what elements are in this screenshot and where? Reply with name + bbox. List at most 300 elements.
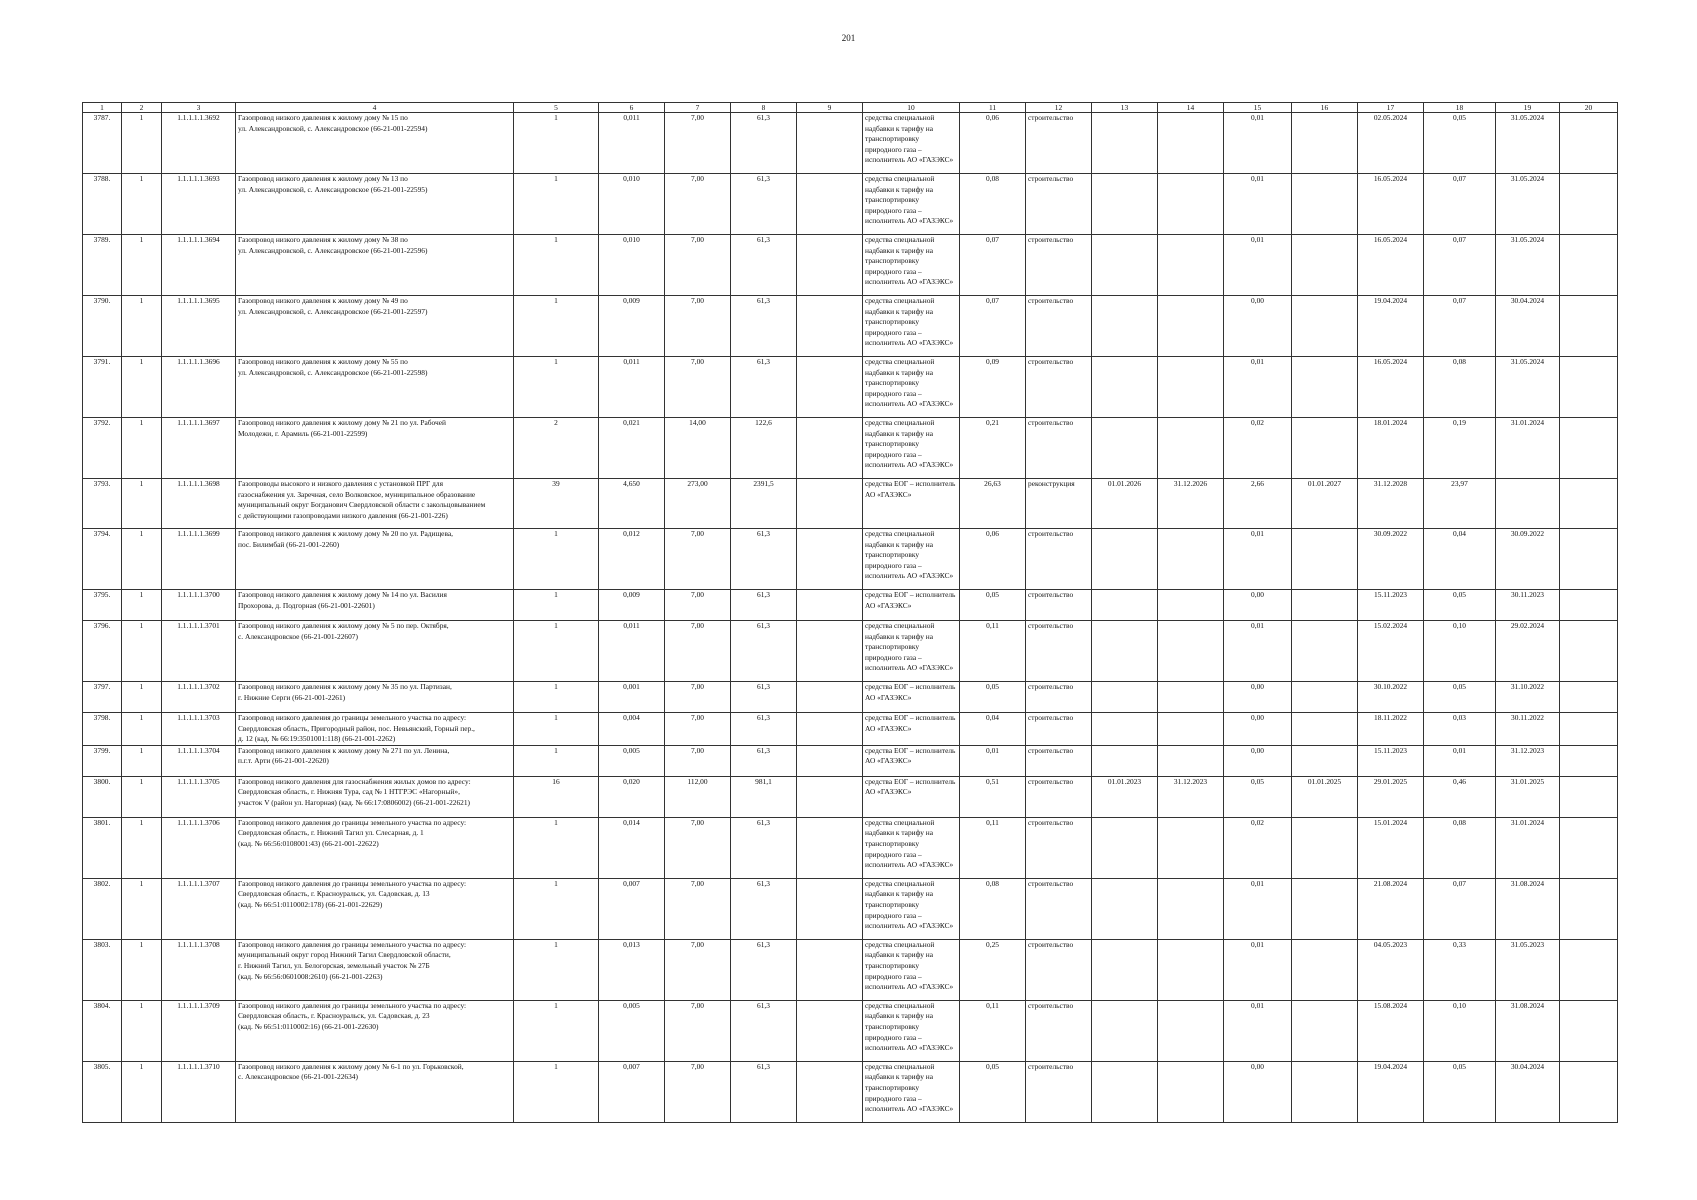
- column-20: [1560, 296, 1618, 357]
- column-18: 0,07: [1424, 878, 1496, 939]
- column-header-6: 6: [599, 103, 665, 113]
- column-19: 31.08.2024: [1496, 878, 1560, 939]
- column-2: 1: [122, 878, 162, 939]
- column-5: 1: [514, 529, 599, 590]
- column-15: 0,01: [1224, 113, 1292, 174]
- column-14: [1158, 682, 1224, 713]
- column-9: [797, 113, 863, 174]
- column-11: 0,11: [960, 1000, 1026, 1061]
- column-13: [1092, 1061, 1158, 1122]
- column-14: [1158, 590, 1224, 621]
- column-14: [1158, 235, 1224, 296]
- column-11: 0,01: [960, 745, 1026, 776]
- row-number: 3788.: [83, 174, 122, 235]
- table-row: [83, 235, 1618, 296]
- column-18: 0,07: [1424, 296, 1496, 357]
- row-number: 3802.: [83, 878, 122, 939]
- column-2: 1: [122, 1061, 162, 1122]
- column-header-18: 18: [1424, 103, 1496, 113]
- column-16: [1292, 713, 1358, 746]
- column-8: 61,3: [731, 529, 797, 590]
- column-15: 0,01: [1224, 878, 1292, 939]
- column-17: 19.04.2024: [1358, 1061, 1424, 1122]
- column-header-13: 13: [1092, 103, 1158, 113]
- work-type: строительство: [1026, 1000, 1092, 1061]
- column-11: 0,07: [960, 296, 1026, 357]
- column-9: [797, 235, 863, 296]
- column-15: 0,05: [1224, 776, 1292, 817]
- column-15: 0,01: [1224, 357, 1292, 418]
- column-19: [1496, 479, 1560, 529]
- column-11: 0,25: [960, 939, 1026, 1000]
- column-7: 7,00: [665, 682, 731, 713]
- column-15: 0,01: [1224, 235, 1292, 296]
- column-8: 61,3: [731, 357, 797, 418]
- column-11: 0,51: [960, 776, 1026, 817]
- column-5: 1: [514, 174, 599, 235]
- column-13: 01.01.2023: [1092, 776, 1158, 817]
- funding-source: средства специальной надбавки к тарифу на транспортировку природного газа – исполнитель АО «ГАЗЭКС»: [863, 113, 960, 174]
- object-description: Газопровод низкого давления к жилому дому № 6-1 по ул. Горьковской, с. Александровское (66-21-001-22634): [236, 1061, 514, 1122]
- column-8: 981,1: [731, 776, 797, 817]
- column-6: 0,005: [599, 745, 665, 776]
- table-row: [83, 174, 1618, 235]
- object-description: Газопровод низкого давления для газоснабжения жилых домов по адресу: Свердловская область, г. Нижняя Тура, сад № 1 НТГРЭС «Нагорный», участок V (район ул. Нагорная) (кад. № 66:17:0806002) (66-21-001-22621): [236, 776, 514, 817]
- column-20: [1560, 357, 1618, 418]
- column-15: 0,01: [1224, 529, 1292, 590]
- column-2: 1: [122, 174, 162, 235]
- column-20: [1560, 878, 1618, 939]
- column-9: [797, 1000, 863, 1061]
- column-11: 0,08: [960, 174, 1026, 235]
- work-type: строительство: [1026, 418, 1092, 479]
- column-5: 1: [514, 590, 599, 621]
- table-row: [83, 745, 1618, 776]
- column-7: 7,00: [665, 529, 731, 590]
- object-description: Газопровод низкого давления к жилому дому № 5 по пер. Октября, с. Александровское (66-21-001-22607): [236, 621, 514, 682]
- column-14: [1158, 939, 1224, 1000]
- column-5: 1: [514, 1000, 599, 1061]
- row-number: 3792.: [83, 418, 122, 479]
- column-19: 29.02.2024: [1496, 621, 1560, 682]
- row-number: 3804.: [83, 1000, 122, 1061]
- column-20: [1560, 1000, 1618, 1061]
- column-13: [1092, 590, 1158, 621]
- column-11: 0,05: [960, 590, 1026, 621]
- object-code: 1.1.1.1.1.3699: [162, 529, 236, 590]
- column-8: 61,3: [731, 713, 797, 746]
- object-code: 1.1.1.1.1.3692: [162, 113, 236, 174]
- column-5: 1: [514, 745, 599, 776]
- column-6: 0,014: [599, 817, 665, 878]
- column-19: 31.08.2024: [1496, 1000, 1560, 1061]
- column-2: 1: [122, 529, 162, 590]
- object-description: Газопровод низкого давления до границы земельного участка по адресу: Свердловская область, г. Красноуральск, ул. Садовская, д. 13 (кад. № 66:51:0110002:178) (66-21-001-22629): [236, 878, 514, 939]
- work-type: строительство: [1026, 529, 1092, 590]
- column-15: 0,00: [1224, 745, 1292, 776]
- column-17: 04.05.2023: [1358, 939, 1424, 1000]
- column-13: [1092, 235, 1158, 296]
- column-9: [797, 621, 863, 682]
- object-code: 1.1.1.1.1.3700: [162, 590, 236, 621]
- column-7: 112,00: [665, 776, 731, 817]
- work-type: строительство: [1026, 745, 1092, 776]
- column-8: 61,3: [731, 296, 797, 357]
- funding-source: средства ЕОГ – исполнитель АО «ГАЗЭКС»: [863, 479, 960, 529]
- row-number: 3805.: [83, 1061, 122, 1122]
- table-row: [83, 357, 1618, 418]
- row-number: 3787.: [83, 113, 122, 174]
- column-8: 61,3: [731, 682, 797, 713]
- column-header-2: 2: [122, 103, 162, 113]
- column-16: [1292, 296, 1358, 357]
- column-19: 31.10.2022: [1496, 682, 1560, 713]
- column-9: [797, 1061, 863, 1122]
- column-14: [1158, 817, 1224, 878]
- column-5: 1: [514, 357, 599, 418]
- column-19: 31.05.2024: [1496, 235, 1560, 296]
- funding-source: средства специальной надбавки к тарифу на транспортировку природного газа – исполнитель АО «ГАЗЭКС»: [863, 357, 960, 418]
- column-16: [1292, 1000, 1358, 1061]
- work-type: реконструкция: [1026, 479, 1092, 529]
- column-14: [1158, 296, 1224, 357]
- column-17: 15.01.2024: [1358, 817, 1424, 878]
- column-13: [1092, 878, 1158, 939]
- column-20: [1560, 817, 1618, 878]
- column-header-11: 11: [960, 103, 1026, 113]
- table-row: [83, 1061, 1618, 1122]
- object-code: 1.1.1.1.1.3694: [162, 235, 236, 296]
- object-code: 1.1.1.1.1.3707: [162, 878, 236, 939]
- column-15: 2,66: [1224, 479, 1292, 529]
- table-row: [83, 1000, 1618, 1061]
- table-row: [83, 529, 1618, 590]
- column-8: 61,3: [731, 235, 797, 296]
- column-17: 19.04.2024: [1358, 296, 1424, 357]
- funding-source: средства специальной надбавки к тарифу на транспортировку природного газа – исполнитель АО «ГАЗЭКС»: [863, 621, 960, 682]
- column-6: 0,011: [599, 113, 665, 174]
- column-18: 23,97: [1424, 479, 1496, 529]
- column-20: [1560, 776, 1618, 817]
- column-2: 1: [122, 621, 162, 682]
- column-18: 0,46: [1424, 776, 1496, 817]
- column-6: 0,011: [599, 621, 665, 682]
- column-16: [1292, 113, 1358, 174]
- column-20: [1560, 713, 1618, 746]
- table-row: [83, 590, 1618, 621]
- column-6: 0,007: [599, 1061, 665, 1122]
- column-20: [1560, 682, 1618, 713]
- work-type: строительство: [1026, 939, 1092, 1000]
- column-9: [797, 174, 863, 235]
- column-13: [1092, 817, 1158, 878]
- column-6: 0,007: [599, 878, 665, 939]
- column-9: [797, 939, 863, 1000]
- column-9: [797, 296, 863, 357]
- column-9: [797, 713, 863, 746]
- column-7: 7,00: [665, 296, 731, 357]
- column-17: 21.08.2024: [1358, 878, 1424, 939]
- table-row: [83, 682, 1618, 713]
- funding-source: средства специальной надбавки к тарифу на транспортировку природного газа – исполнитель АО «ГАЗЭКС»: [863, 1061, 960, 1122]
- column-14: [1158, 713, 1224, 746]
- column-header-14: 14: [1158, 103, 1224, 113]
- column-8: 61,3: [731, 590, 797, 621]
- column-16: [1292, 235, 1358, 296]
- column-7: 7,00: [665, 1000, 731, 1061]
- object-code: 1.1.1.1.1.3703: [162, 713, 236, 746]
- row-number: 3790.: [83, 296, 122, 357]
- column-18: 0,10: [1424, 1000, 1496, 1061]
- work-type: строительство: [1026, 621, 1092, 682]
- column-19: 31.05.2024: [1496, 113, 1560, 174]
- column-13: [1092, 357, 1158, 418]
- work-type: строительство: [1026, 357, 1092, 418]
- column-18: 0,10: [1424, 621, 1496, 682]
- column-11: 0,09: [960, 357, 1026, 418]
- object-code: 1.1.1.1.1.3698: [162, 479, 236, 529]
- column-16: [1292, 682, 1358, 713]
- column-19: 31.01.2025: [1496, 776, 1560, 817]
- table-row: [83, 713, 1618, 746]
- funding-source: средства специальной надбавки к тарифу на транспортировку природного газа – исполнитель АО «ГАЗЭКС»: [863, 418, 960, 479]
- column-6: 0,001: [599, 682, 665, 713]
- row-number: 3803.: [83, 939, 122, 1000]
- column-6: 0,005: [599, 1000, 665, 1061]
- column-6: 0,021: [599, 418, 665, 479]
- object-description: Газопровод низкого давления к жилому дому № 271 по ул. Ленина, п.г.т. Арти (66-21-001-22620): [236, 745, 514, 776]
- row-number: 3797.: [83, 682, 122, 713]
- column-6: 0,010: [599, 235, 665, 296]
- work-type: строительство: [1026, 1061, 1092, 1122]
- column-13: [1092, 621, 1158, 682]
- object-description: Газопровод низкого давления к жилому дому № 55 по ул. Александровской, с. Александровское (66-21-001-22598): [236, 357, 514, 418]
- column-7: 7,00: [665, 590, 731, 621]
- column-header-19: 19: [1496, 103, 1560, 113]
- column-2: 1: [122, 745, 162, 776]
- column-5: 1: [514, 621, 599, 682]
- column-20: [1560, 529, 1618, 590]
- column-13: [1092, 529, 1158, 590]
- column-13: [1092, 939, 1158, 1000]
- column-2: 1: [122, 590, 162, 621]
- column-16: [1292, 745, 1358, 776]
- column-19: 31.05.2024: [1496, 357, 1560, 418]
- funding-source: средства специальной надбавки к тарифу на транспортировку природного газа – исполнитель АО «ГАЗЭКС»: [863, 939, 960, 1000]
- column-5: 39: [514, 479, 599, 529]
- column-6: 0,011: [599, 357, 665, 418]
- column-19: 30.11.2022: [1496, 713, 1560, 746]
- funding-source: средства специальной надбавки к тарифу на транспортировку природного газа – исполнитель АО «ГАЗЭКС»: [863, 529, 960, 590]
- column-2: 1: [122, 235, 162, 296]
- column-6: 0,012: [599, 529, 665, 590]
- column-14: [1158, 1061, 1224, 1122]
- row-number: 3791.: [83, 357, 122, 418]
- column-17: 18.11.2022: [1358, 713, 1424, 746]
- column-19: 31.05.2023: [1496, 939, 1560, 1000]
- column-15: 0,01: [1224, 1000, 1292, 1061]
- object-description: Газопровод низкого давления до границы земельного участка по адресу: Свердловская область, г. Красноуральск, ул. Садовская, д. 23 (кад. № 66:51:0110002:16) (66-21-001-22630): [236, 1000, 514, 1061]
- column-header-10: 10: [863, 103, 960, 113]
- column-6: 4,650: [599, 479, 665, 529]
- column-11: 0,06: [960, 529, 1026, 590]
- column-20: [1560, 1061, 1618, 1122]
- work-type: строительство: [1026, 590, 1092, 621]
- object-description: Газопровод низкого давления до границы земельного участка по адресу: Свердловская область, г. Нижний Тагил ул. Слесарная, д. 1 (кад. № 66:56:0108001:43) (66-21-001-22622): [236, 817, 514, 878]
- column-9: [797, 357, 863, 418]
- column-11: 0,11: [960, 621, 1026, 682]
- column-5: 1: [514, 113, 599, 174]
- column-9: [797, 776, 863, 817]
- row-number: 3794.: [83, 529, 122, 590]
- column-2: 1: [122, 776, 162, 817]
- object-description: Газопровод низкого давления к жилому дому № 14 по ул. Василия Прохорова, д. Подгорная (66-21-001-22601): [236, 590, 514, 621]
- column-14: [1158, 529, 1224, 590]
- object-code: 1.1.1.1.1.3701: [162, 621, 236, 682]
- row-number: 3793.: [83, 479, 122, 529]
- object-description: Газопровод низкого давления к жилому дому № 13 по ул. Александровской, с. Александровское (66-21-001-22595): [236, 174, 514, 235]
- work-type: строительство: [1026, 713, 1092, 746]
- column-7: 7,00: [665, 713, 731, 746]
- column-16: [1292, 418, 1358, 479]
- column-8: 61,3: [731, 1000, 797, 1061]
- column-11: 26,63: [960, 479, 1026, 529]
- object-code: 1.1.1.1.1.3695: [162, 296, 236, 357]
- column-18: 0,05: [1424, 113, 1496, 174]
- row-number: 3796.: [83, 621, 122, 682]
- column-2: 1: [122, 939, 162, 1000]
- column-5: 2: [514, 418, 599, 479]
- column-8: 61,3: [731, 817, 797, 878]
- column-8: 61,3: [731, 113, 797, 174]
- column-20: [1560, 745, 1618, 776]
- column-2: 1: [122, 713, 162, 746]
- column-header-4: 4: [236, 103, 514, 113]
- column-2: 1: [122, 1000, 162, 1061]
- column-13: [1092, 745, 1158, 776]
- column-13: [1092, 682, 1158, 713]
- column-11: 0,11: [960, 817, 1026, 878]
- funding-source: средства специальной надбавки к тарифу на транспортировку природного газа – исполнитель АО «ГАЗЭКС»: [863, 878, 960, 939]
- column-20: [1560, 590, 1618, 621]
- column-8: 61,3: [731, 745, 797, 776]
- object-code: 1.1.1.1.1.3704: [162, 745, 236, 776]
- column-8: 122,6: [731, 418, 797, 479]
- column-7: 7,00: [665, 174, 731, 235]
- column-15: 0,00: [1224, 682, 1292, 713]
- column-11: 0,05: [960, 682, 1026, 713]
- column-2: 1: [122, 817, 162, 878]
- funding-source: средства ЕОГ – исполнитель АО «ГАЗЭКС»: [863, 713, 960, 746]
- column-16: [1292, 1061, 1358, 1122]
- column-17: 31.12.2028: [1358, 479, 1424, 529]
- column-20: [1560, 174, 1618, 235]
- column-14: [1158, 745, 1224, 776]
- column-9: [797, 529, 863, 590]
- column-18: 0,05: [1424, 590, 1496, 621]
- column-14: 31.12.2026: [1158, 479, 1224, 529]
- column-18: 0,07: [1424, 174, 1496, 235]
- page-number: 201: [841, 33, 856, 43]
- object-code: 1.1.1.1.1.3696: [162, 357, 236, 418]
- column-14: [1158, 1000, 1224, 1061]
- column-9: [797, 682, 863, 713]
- object-description: Газопроводы высокого и низкого давления с установкой ПРГ для газоснабжения ул. Заречная, село Волковское, муниципальное образование муниципальный округ Богданович Свердловской области с закольцовыванием с действующими газопроводами низкого давления (66-21-001-226): [236, 479, 514, 529]
- object-description: Газопровод низкого давления к жилому дому № 15 по ул. Александровской, с. Александровское (66-21-001-22594): [236, 113, 514, 174]
- column-5: 1: [514, 817, 599, 878]
- column-header-20: 20: [1560, 103, 1618, 113]
- column-13: [1092, 1000, 1158, 1061]
- row-number: 3795.: [83, 590, 122, 621]
- column-18: 0,19: [1424, 418, 1496, 479]
- column-7: 7,00: [665, 745, 731, 776]
- column-11: 0,07: [960, 235, 1026, 296]
- column-18: 0,03: [1424, 713, 1496, 746]
- column-8: 2391,5: [731, 479, 797, 529]
- column-19: 30.04.2024: [1496, 296, 1560, 357]
- column-16: [1292, 621, 1358, 682]
- column-header-15: 15: [1224, 103, 1292, 113]
- register-table: [82, 102, 1618, 1123]
- column-17: 30.09.2022: [1358, 529, 1424, 590]
- column-2: 1: [122, 418, 162, 479]
- column-16: [1292, 939, 1358, 1000]
- column-19: 31.05.2024: [1496, 174, 1560, 235]
- funding-source: средства ЕОГ – исполнитель АО «ГАЗЭКС»: [863, 745, 960, 776]
- column-8: 61,3: [731, 621, 797, 682]
- object-description: Газопровод низкого давления к жилому дому № 20 по ул. Радищева, пос. Билимбай (66-21-001-2260): [236, 529, 514, 590]
- funding-source: средства ЕОГ – исполнитель АО «ГАЗЭКС»: [863, 682, 960, 713]
- column-7: 7,00: [665, 235, 731, 296]
- column-16: [1292, 878, 1358, 939]
- column-15: 0,00: [1224, 713, 1292, 746]
- column-17: 15.11.2023: [1358, 590, 1424, 621]
- column-15: 0,02: [1224, 418, 1292, 479]
- object-description: Газопровод низкого давления к жилому дому № 38 по ул. Александровской, с. Александровское (66-21-001-22596): [236, 235, 514, 296]
- funding-source: средства ЕОГ – исполнитель АО «ГАЗЭКС»: [863, 590, 960, 621]
- column-19: 30.09.2022: [1496, 529, 1560, 590]
- column-6: 0,020: [599, 776, 665, 817]
- column-11: 0,21: [960, 418, 1026, 479]
- column-14: [1158, 113, 1224, 174]
- column-7: 7,00: [665, 113, 731, 174]
- column-18: 0,05: [1424, 1061, 1496, 1122]
- column-16: [1292, 174, 1358, 235]
- column-5: 1: [514, 1061, 599, 1122]
- work-type: строительство: [1026, 776, 1092, 817]
- column-17: 02.05.2024: [1358, 113, 1424, 174]
- column-header-7: 7: [665, 103, 731, 113]
- column-header-5: 5: [514, 103, 599, 113]
- column-18: 0,08: [1424, 817, 1496, 878]
- column-header-1: 1: [83, 103, 122, 113]
- column-20: [1560, 479, 1618, 529]
- column-2: 1: [122, 479, 162, 529]
- column-14: 31.12.2023: [1158, 776, 1224, 817]
- column-16: [1292, 529, 1358, 590]
- column-9: [797, 479, 863, 529]
- column-2: 1: [122, 682, 162, 713]
- column-9: [797, 418, 863, 479]
- funding-source: средства специальной надбавки к тарифу на транспортировку природного газа – исполнитель АО «ГАЗЭКС»: [863, 235, 960, 296]
- column-6: 0,009: [599, 590, 665, 621]
- column-17: 18.01.2024: [1358, 418, 1424, 479]
- column-20: [1560, 939, 1618, 1000]
- table-row: [83, 621, 1618, 682]
- column-18: 0,04: [1424, 529, 1496, 590]
- column-13: [1092, 713, 1158, 746]
- column-13: [1092, 113, 1158, 174]
